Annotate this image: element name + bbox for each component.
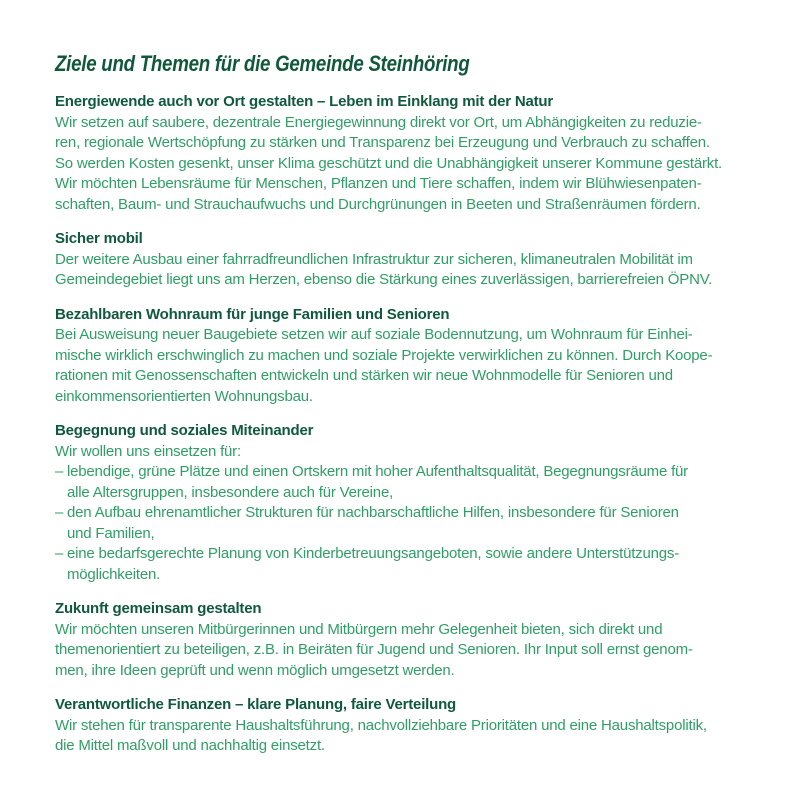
section: [55, 92, 754, 215]
paragraph-line: ren, regionale Wertschöpfung zu stärken und Transparenz bei Erzeugung und Verbrauch zu schaffen.: [55, 134, 710, 151]
bullet-text: [67, 462, 688, 503]
paragraph-line: So werden Kosten gesenkt, unser Klima geschützt und die Unabhängigkeit unserer Kommune gestärkt.: [55, 154, 723, 172]
paragraph-line: Wir stehen für transparente Haushaltsführung, nachvollziehbare Prioritäten und eine Haushaltspolitik,: [55, 716, 707, 734]
paragraph-line: men, ihre Ideen geprüft und wenn möglich umgesetzt werden.: [55, 661, 455, 679]
paragraph-line: rationen mit Genossenschaften entwickeln und stärken wir neue Wohnmodelle für Senioren und: [55, 367, 673, 384]
paragraph-line: Wir möchten unseren Mitbürgerinnen und Mitbürgern mehr Gelegenheit bieten, sich direkt und: [55, 620, 663, 638]
paragraph-line: mische wirklich erschwinglich zu machen und soziale Projekte verwirklichen zu können. Durch Koope-: [55, 346, 713, 364]
section-heading: Zukunft gemeinsam gestalten: [55, 600, 262, 617]
section-heading: Begegnung und soziales Miteinander: [55, 422, 314, 439]
paragraph-line: die Mittel maßvoll und nachhaltig einsetzt.: [55, 737, 325, 754]
bullet-item: [55, 462, 754, 503]
page-title: Ziele und Themen für die Gemeinde Steinhöring: [55, 51, 470, 76]
paragraph-line: schaften, Baum- und Strauchaufwuchs und Durchgrünungen in Beeten und Straßenräumen fördern.: [55, 195, 701, 213]
paragraph-line: Wir wollen uns einsetzen für:: [55, 442, 241, 460]
bullet-line: eine bedarfsgerechte Planung von Kinderbetreuungsangeboten, sowie andere Unterstützungs-: [67, 545, 679, 562]
paragraph-line: Gemeindegebiet liegt uns am Herzen, ebenso die Stärkung eines zuverlässigen, barrierefreien ÖPNV.: [55, 271, 713, 288]
paragraph-line: Bei Ausweisung neuer Baugebiete setzen wir auf soziale Bodennutzung, um Wohnraum für Einhei-: [55, 326, 693, 343]
bullet-line: und Familien,: [67, 524, 155, 542]
section-heading: Bezahlbaren Wohnraum für junge Familien und Senioren: [55, 305, 450, 323]
bullet-marker: –: [55, 545, 64, 562]
paragraph-line: Der weitere Ausbau einer fahrradfreundlichen Infrastruktur zur sicheren, klimaneutralen Mobilität im: [55, 250, 693, 268]
section-heading: Energiewende auch vor Ort gestalten – Leben im Einklang mit der Natur: [55, 93, 553, 110]
section: [55, 695, 754, 757]
section: [55, 599, 754, 681]
section: [55, 421, 754, 585]
section: [55, 305, 754, 408]
bullet-marker: –: [55, 504, 64, 521]
sections-container: [55, 92, 754, 757]
bullet-line: alle Altersgruppen, insbesondere auch für Vereine,: [67, 483, 394, 501]
bullet-text: [67, 544, 679, 585]
bullet-line: lebendige, grüne Plätze und einen Ortskern mit hoher Aufenthaltsqualität, Begegnungsräume für: [67, 463, 688, 480]
bullet-item: [55, 544, 754, 585]
paragraph-line: themenorientiert zu beteiligen, z.B. in Beiräten für Jugend und Senioren. Ihr Input soll ernst genom-: [55, 641, 693, 658]
paragraph-line: einkommensorientierten Wohnungsbau.: [55, 387, 313, 405]
bullet-line: den Aufbau ehrenamtlicher Strukturen für nachbarschaftliche Hilfen, insbesondere für Senioren: [67, 504, 679, 521]
bullet-text: [67, 503, 679, 544]
paragraph-line: Wir setzen auf saubere, dezentrale Energiegewinnung direkt vor Ort, um Abhängigkeiten zu reduzie-: [55, 113, 702, 131]
section: [55, 229, 754, 291]
bullet-item: [55, 503, 754, 544]
bullet-line: möglichkeiten.: [67, 565, 161, 583]
bullet-marker: –: [55, 463, 64, 480]
section-heading: Verantwortliche Finanzen – klare Planung, faire Verteilung: [55, 696, 457, 713]
paragraph-line: Wir möchten Lebensräume für Menschen, Pflanzen und Tiere schaffen, indem wir Blühwiesenpaten-: [55, 175, 702, 192]
section-heading: Sicher mobil: [55, 230, 143, 247]
